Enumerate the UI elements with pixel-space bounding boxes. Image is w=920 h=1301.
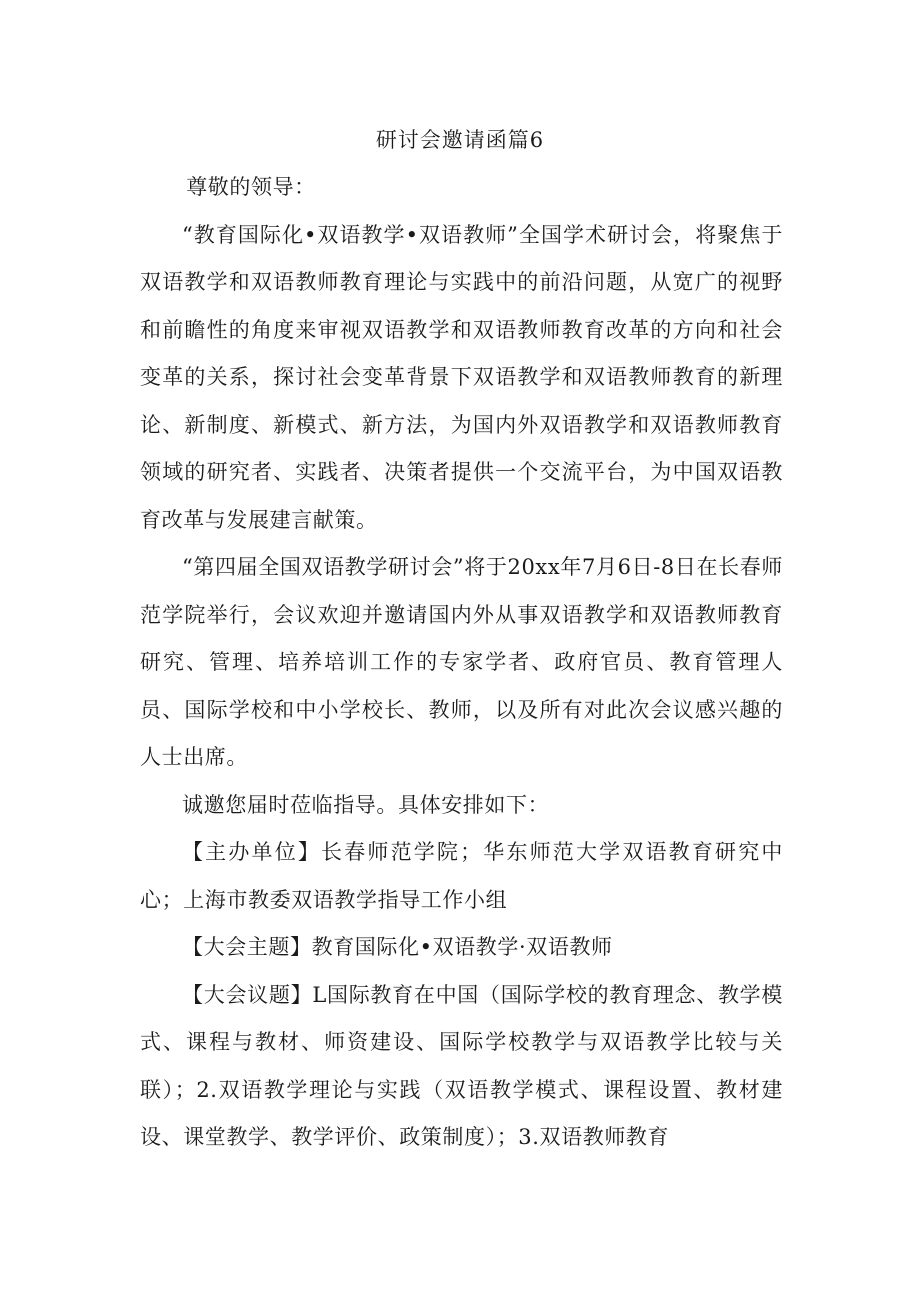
paragraph-intro: “教育国际化•双语教学•双语教师”全国学术研讨会，将聚焦于双语教学和双语教师教育理论与实践中的前沿问题，从宽广的视野和前瞻性的角度来审视双语教学和双语教师教育改革的方向和社会变革的关系，探讨社会变革背景下双语教学和双语教师教育的新理论、新制度、新模式、新方法，为国内外双语教学和双语教师教育领域的研究者、实践者、决策者提供一个交流平台，为中国双语教育改革与发展建言献策。 [140, 222, 783, 532]
paragraph-topics: 【大会议题】L国际教育在中国（国际学校的教育理念、教学模式、课程与教材、师资建设、国际学校教学与双语教学比较与关联）；2.双语教学理论与实践（双语教学模式、课程设置、教材建设、课堂教学、教学评价、政策制度）；3.双语教师教育 [140, 982, 783, 1149]
salutation: 尊敬的领导： [186, 175, 316, 199]
paragraph-invitation: 诚邀您届时莅临指导。具体安排如下： [182, 792, 550, 817]
document-body [140, 164, 783, 1162]
paragraph-organizers: 【主办单位】长春师范学院；华东师范大学双语教育研究中心；上海市教委双语教学指导工作小组 [140, 840, 783, 912]
paragraph-theme: 【大会主题】教育国际化•双语教学·双语教师 [182, 935, 613, 959]
paragraph-conference-info: “第四届全国双语教学研讨会”将于20xx年7月6日-8日在长春师范学院举行，会议欢迎并邀请国内外从事双语教学和双语教师教育研究、管理、培养培训工作的专家学者、政府官员、教育管理人员、国际学校和中小学校长、教师，以及所有对此次会议感兴趣的人士出席。 [140, 555, 783, 769]
document-title: 研讨会邀请函篇6 [375, 128, 545, 152]
